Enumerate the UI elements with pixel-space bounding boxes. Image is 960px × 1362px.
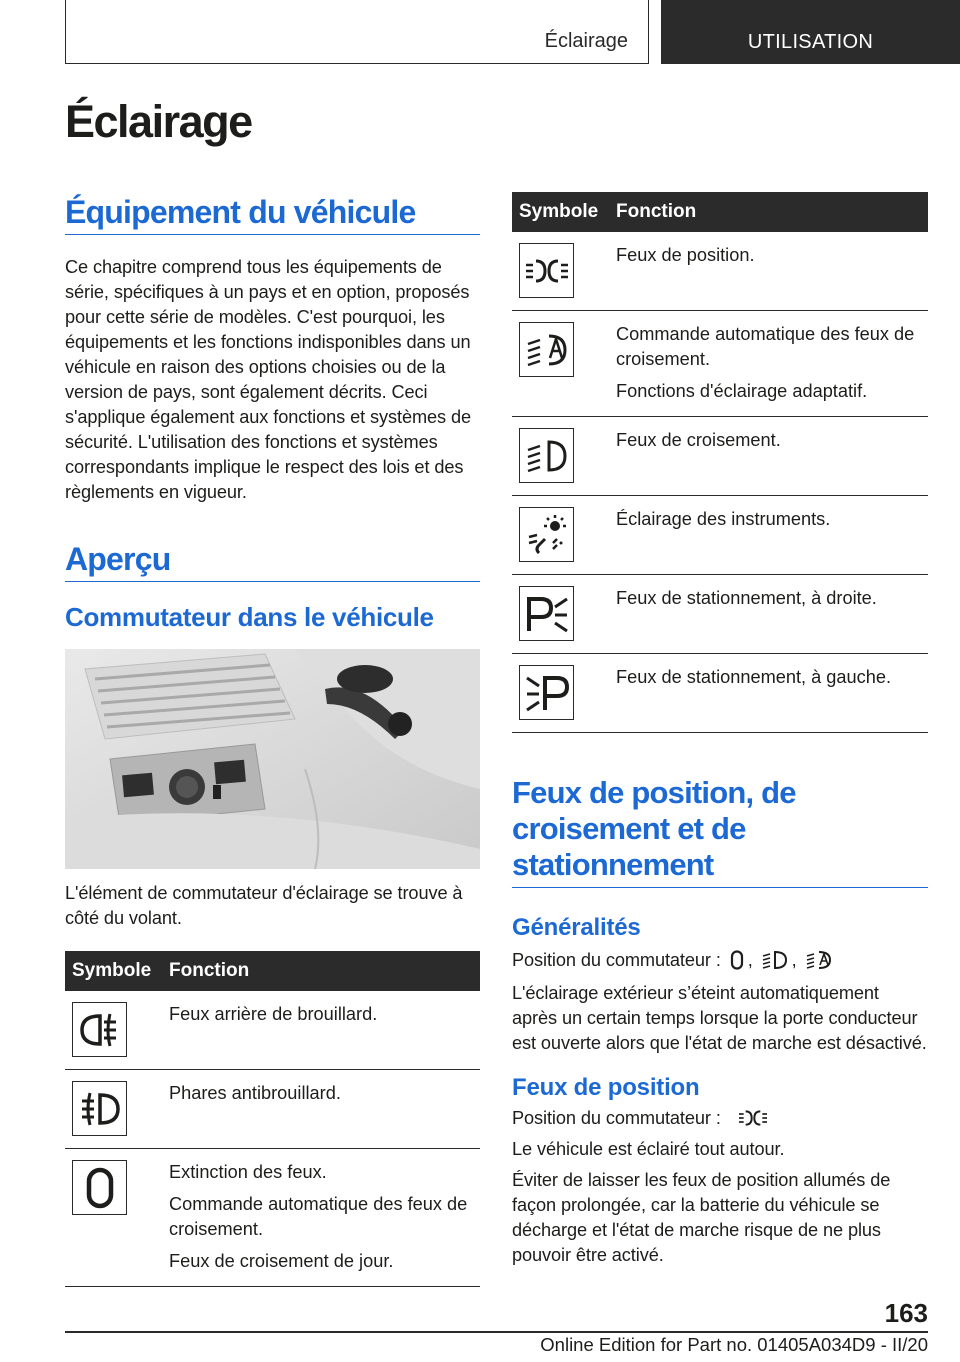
function-text: Feux de stationnement, à gauche. [616,667,892,687]
position-prefix: Position du commutateur : [512,950,721,970]
col-header-symbol: Symbole [512,192,609,232]
footer-edition: Online Edition for Part no. 01405A034D9 - II/20 [540,1334,928,1355]
position-prefix: Position du commutateur : [512,1108,721,1128]
function-text: Feux de croisement de jour. [169,1251,394,1271]
overview-subheading: Commutateur dans le véhicule [65,602,434,632]
instrument-lighting-icon [519,507,574,562]
switch-caption: L'élément de commutateur d'éclairage se trouve à côté du volant. [65,883,463,928]
general-switch-position [512,948,928,973]
front-fog-light-icon [72,1081,127,1136]
table-row [512,654,928,733]
overview-heading: Aperçu [65,539,480,582]
header-section-tab [65,0,649,64]
function-text: Feux de croisement. [616,430,781,450]
function-text: Éclairage des instruments. [616,509,831,529]
table-row [512,311,928,417]
light-switch-photo [65,649,480,869]
low-beam-icon [762,950,788,970]
col-header-symbol: Symbole [65,951,162,991]
function-text: Extinction des feux. [169,1162,327,1182]
general-heading: Généralités [512,914,641,941]
general-text: L'éclairage extérieur s’éteint automatiquement après un certain temps lorsque la porte conducteur est ouverte alors que l'état de marche est désactivé. [512,983,927,1053]
parking-light-right-icon [519,586,574,641]
col-header-function: Fonction [609,192,928,232]
function-text: Phares antibrouillard. [169,1083,341,1103]
header-section-title: Éclairage [544,30,628,52]
function-text: Fonctions d'éclairage adaptatif. [616,381,868,401]
table-row [65,991,480,1070]
symbol-table-left [65,951,480,1287]
position-lights-text-2: Éviter de laisser les feux de position allumés de façon prolongée, car la batterie du véhicule se décharge et l'état de marche risque de ne plus pouvoir être activé. [512,1170,891,1265]
page-title: Éclairage [65,96,252,147]
position-lights-heading: Feux de position [512,1074,700,1101]
equipment-text: Ce chapitre comprend tous les équipements de série, spécifiques à un pays et en option, proposés pour cette série de modèles. C'est pourquoi, les équipements et les fonctions indisponibles dans un véhicule en raison des options choisies ou de la version de pays, sont également décrits. Ceci s'applique également aux fonctions et systèmes de sécurité. L'utilisation des fonctions et systèmes correspondants implique le respect des lois et des règlements en vigueur. [65,257,472,502]
function-text: Feux arrière de brouillard. [169,1004,378,1024]
table-row [65,1070,480,1149]
table-row [512,417,928,496]
table-row [512,496,928,575]
lights-section-heading: Feux de position, de croisement et de stationnement [512,775,928,888]
page-number: 163 [884,1298,928,1328]
table-row [512,575,928,654]
col-header-function: Fonction [162,951,480,991]
parking-lights-icon [730,1108,776,1128]
equipment-heading: Équipement du véhicule [65,192,480,235]
function-text: Commande automatique des feux de croisement. [169,1194,468,1239]
symbol-table-right [512,192,928,733]
function-text: Feux de stationnement, à droite. [616,588,877,608]
parking-light-left-icon [519,665,574,720]
auto-headlight-icon [519,322,574,377]
header-chapter-tab [661,0,960,64]
switch-zero-icon [72,1160,127,1215]
header-chapter-title: UTILISATION [747,31,874,53]
separator: , [791,950,797,970]
table-row [512,232,928,311]
rear-fog-light-icon [72,1002,127,1057]
function-text: Feux de position. [616,245,755,265]
left-column [65,192,480,1287]
function-text: Commande automatique des feux de croisement. [616,324,915,369]
right-column [512,192,928,1268]
parking-lights-icon [519,243,574,298]
footer-divider [65,1331,928,1333]
position-lights-switch-position [512,1106,928,1131]
position-lights-text-1: Le véhicule est éclairé tout autour. [512,1139,785,1159]
low-beam-icon [519,428,574,483]
separator: , [747,950,753,970]
table-row [65,1149,480,1287]
auto-headlight-icon [806,950,832,970]
switch-zero-icon [730,950,744,970]
